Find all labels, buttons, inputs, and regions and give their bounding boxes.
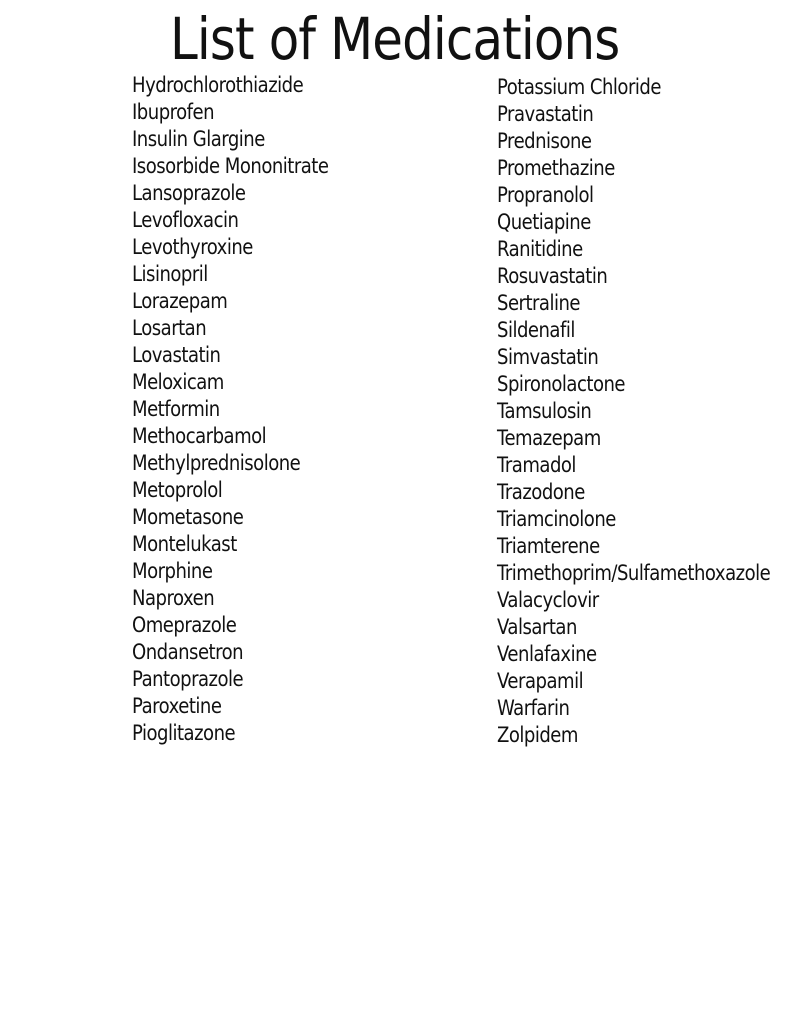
medication-item: Pantoprazole: [132, 667, 244, 691]
medication-item: Lisinopril: [132, 262, 208, 286]
medication-item: Pioglitazone: [132, 721, 236, 745]
medication-item: Hydrochlorothiazide: [132, 73, 304, 97]
medication-item: Rosuvastatin: [497, 264, 608, 288]
medication-item: Ondansetron: [132, 640, 244, 664]
medication-item: Lovastatin: [132, 343, 221, 367]
medication-item: Montelukast: [132, 532, 237, 556]
medication-item: Meloxicam: [132, 370, 224, 394]
medication-item: Losartan: [132, 316, 207, 340]
medication-item: Insulin Glargine: [132, 127, 265, 151]
medication-item: Mometasone: [132, 505, 244, 529]
medication-item: Quetiapine: [497, 210, 591, 234]
medication-item: Spironolactone: [497, 372, 626, 396]
medication-item: Warfarin: [497, 696, 570, 720]
medication-item: Sertraline: [497, 291, 581, 315]
medication-item: Trazodone: [497, 480, 585, 504]
medication-item: Omeprazole: [132, 613, 237, 637]
medication-item: Methocarbamol: [132, 424, 267, 448]
medication-item: Pravastatin: [497, 102, 594, 126]
medication-item: Simvastatin: [497, 345, 599, 369]
medication-item: Levothyroxine: [132, 235, 253, 259]
medication-item: Methylprednisolone: [132, 451, 301, 475]
medication-item: Triamcinolone: [497, 507, 616, 531]
medication-item: Isosorbide Mononitrate: [132, 154, 329, 178]
medication-item: Naproxen: [132, 586, 215, 610]
medication-item: Ibuprofen: [132, 100, 215, 124]
medication-item: Levofloxacin: [132, 208, 239, 232]
medication-list-left: [132, 72, 360, 747]
medication-item: Prednisone: [497, 129, 592, 153]
medication-item: Paroxetine: [132, 694, 222, 718]
medication-item: Zolpidem: [497, 723, 578, 747]
medication-item: Tramadol: [497, 453, 576, 477]
medication-item: Propranolol: [497, 183, 594, 207]
medication-item: Ranitidine: [497, 237, 583, 261]
medication-item: Lorazepam: [132, 289, 228, 313]
medication-item: Triamterene: [497, 534, 600, 558]
medication-item: Potassium Chloride: [497, 75, 661, 99]
medication-item: Valsartan: [497, 615, 577, 639]
medication-item: Morphine: [132, 559, 213, 583]
medication-item: Trimethoprim/Sulfamethoxazole: [497, 561, 771, 585]
medication-item: Venlafaxine: [497, 642, 597, 666]
medication-item: Temazepam: [497, 426, 601, 450]
medication-item: Valacyclovir: [497, 588, 599, 612]
medication-list-right: [497, 74, 794, 749]
medication-item: Metformin: [132, 397, 220, 421]
medication-item: Sildenafil: [497, 318, 575, 342]
page-title: List of Medications: [170, 5, 620, 73]
medication-item: Tamsulosin: [497, 399, 592, 423]
medication-item: Verapamil: [497, 669, 584, 693]
medication-item: Metoprolol: [132, 478, 223, 502]
medication-item: Promethazine: [497, 156, 615, 180]
medication-item: Lansoprazole: [132, 181, 246, 205]
